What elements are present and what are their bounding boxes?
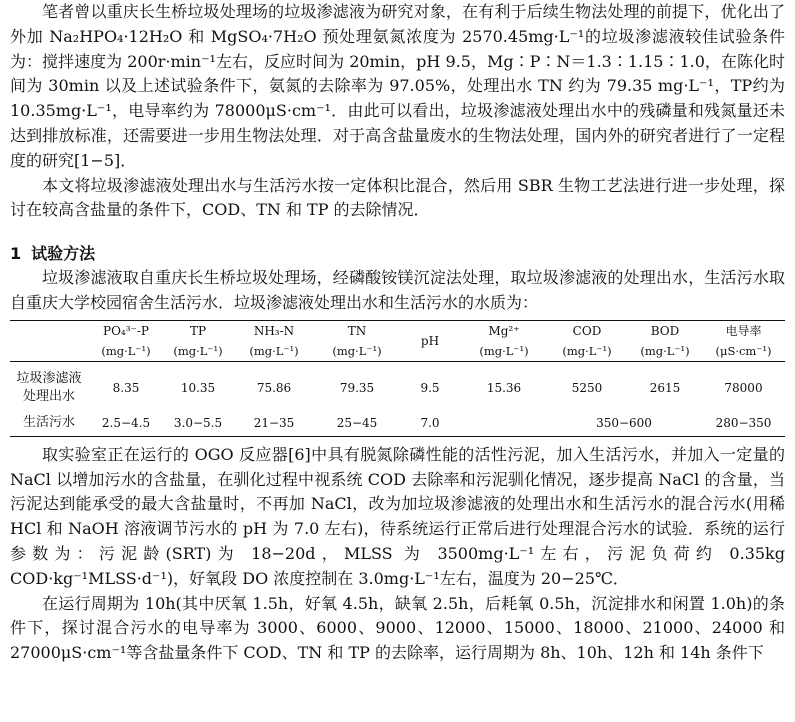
table-cell: 280−350 [715,415,772,430]
header-cell: TP (mg·L⁻¹) [173,323,223,358]
table-header-row [10,320,785,361]
header-cell: COD (mg·L⁻¹) [562,323,612,358]
header-cell: BOD (mg·L⁻¹) [640,323,690,358]
table-cell: 7.0 [420,415,440,430]
method-paragraph-3: 在运行周期为 10h(其中厌氧 1.5h，好氧 4.5h，缺氧 2.5h，后耗氧 0.5h，沉淀排水和闲置 1.0h)的条件下，探讨混合污水的电导率为 3000、6000、9000、12000、15000、18000、21000、24000 和 27000μS·cm⁻¹等含盐量条件下 COD、TN 和 TP 的去除率，运行周期为 8h、10h、12h 和 14h 条件下 [10,593,785,663]
table-row [10,412,785,437]
water-quality-table [10,320,785,437]
table-cell: 5250 [571,380,603,395]
section-number: 1 [10,244,22,264]
header-blank [10,320,88,361]
table-cell: 10.35 [180,380,216,395]
paper-page [10,0,785,666]
header-cell: Mg²⁺ (mg·L⁻¹) [479,323,529,358]
row-label: 垃圾渗滤液处理出水 [16,370,82,404]
header-cell: PO₄³⁻-P (mg·L⁻¹) [101,323,151,358]
header-cell: NH₃-N (mg·L⁻¹) [249,323,299,358]
table-cell: 25−45 [336,415,378,430]
table-cell: 79.35 [339,380,375,395]
table-cell: 15.36 [486,380,522,395]
table-cell: 3.0−5.5 [173,415,223,430]
intro-paragraph-1: 笔者曾以重庆长生桥垃圾处理场的垃圾渗滤液为研究对象，在有利于后续生物法处理的前提下，优化出了外加 Na₂HPO₄·12H₂O 和 MgSO₄·7H₂O 预处理氨氮浓度为 2570.45mg·L⁻¹的垃圾渗滤液较佳试验条件为：搅拌速度为 200r·min⁻¹左右，反应时间为 20min，pH 9.5，Mg∶P∶N＝1.3∶1.15∶1.0，在陈化时间为 30min 以及上述试验条件下，氨氮的去除率为 97.05%，处理出水 TN 约为 79.35 mg·L⁻¹，TP约为 10.35mg·L⁻¹，电导率约为 78000μS·cm⁻¹．由此可以看出，垃圾渗滤液处理出水中的残磷量和残氮量还未达到排放标准，还需要进一步用生物法处理．对于高含盐量废水的生物法处理，国内外的研究者进行了一定程度的研究[1−5]． [10,2,785,170]
intro-paragraph-2: 本文将垃圾渗滤液处理出水与生活污水按一定体积比混合，然后用 SBR 生物工艺法进行进一步处理，探讨在较高含盐量的条件下，COD、TN 和 TP 的去除情况． [10,175,785,220]
method-paragraph-1: 垃圾渗滤液取自重庆长生桥垃圾处理场，经磷酸铵镁沉淀法处理，取垃圾渗滤液的处理出水，生活污水取自重庆大学校园宿舍生活污水．垃圾渗滤液处理出水和生活污水的水质为： [10,268,785,312]
method-paragraph-2: 取实验室正在运行的 OGO 反应器[6]中具有脱氮除磷性能的活性污泥，加入生活污水，并加入一定量的 NaCl 以增加污水的含盐量，在驯化过程中视系统 COD 去除率和污泥驯化情况，逐步提高 NaCl 的含量，当污泥达到能承受的最大含盐量时，不再加 NaCl，改为加垃圾渗滤液的处理出水和生活污水的混合污水(用稀 HCl 和 NaOH 溶液调节污水的 pH 为 7.0 左右)，待系统运行正常后进行处理混合污水的试验．系统的运行参数为：污泥龄(SRT)为 18−20d，MLSS 为 3500mg·L⁻¹左右，污泥负荷约 0.35kg COD·kg⁻¹MLSS·d⁻¹)，好氧段 DO 浓度控制在 3.0mg·L⁻¹左右，温度为 20−25℃． [10,444,785,588]
section-heading [10,241,785,264]
table-cell: 75.86 [256,380,292,395]
header-cell: TN (mg·L⁻¹) [332,323,382,358]
header-cell: pH [420,333,440,348]
table-cell: 8.35 [112,380,140,395]
table-row [10,361,785,412]
table-cell: 2615 [649,380,681,395]
table-cell: 78000 [724,380,763,395]
table-cell [462,412,546,437]
row-label: 生活污水 [22,414,75,430]
table-cell: 2.5−4.5 [101,415,151,430]
header-cell: 电导率 (μS·cm⁻¹) [715,323,772,358]
table-cell: 21−35 [253,415,295,430]
table-cell: 9.5 [420,380,440,395]
section-title: 试验方法 [31,244,96,264]
table-cell: 350−600 [596,415,652,430]
